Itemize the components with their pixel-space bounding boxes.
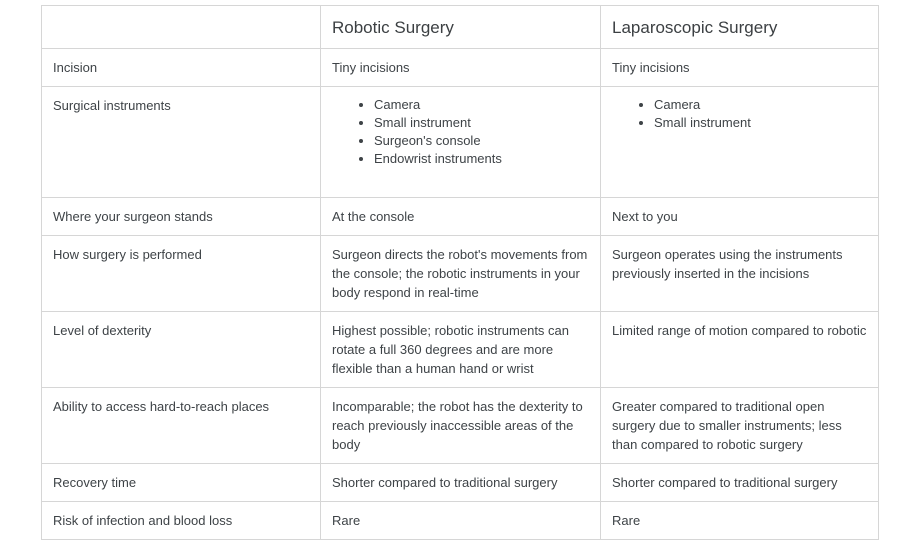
row-label: Surgical instruments	[42, 87, 321, 198]
cell-robotic: Surgeon directs the robot's movements from the console; the robotic instruments in your body respond in real-time	[321, 236, 601, 312]
cell-laparoscopic: Next to you	[601, 198, 879, 236]
cell-robotic: Tiny incisions	[321, 49, 601, 87]
cell-robotic: Rare	[321, 502, 601, 540]
cell-laparoscopic: Rare	[601, 502, 879, 540]
table-row-how-performed	[42, 236, 879, 312]
cell-laparoscopic: Limited range of motion compared to robotic	[601, 312, 879, 388]
row-label: Where your surgeon stands	[42, 198, 321, 236]
row-label: Recovery time	[42, 464, 321, 502]
header-cell-robotic: Robotic Surgery	[321, 6, 601, 49]
cell-robotic: Incomparable; the robot has the dexterity to reach previously inaccessible areas of the body	[321, 388, 601, 464]
list-item: • Small instrument	[654, 114, 867, 132]
list-item: • Surgeon's console	[374, 132, 589, 150]
robotic-instruments-list	[332, 96, 589, 168]
cell-laparoscopic: Surgeon operates using the instruments previously inserted in the incisions	[601, 236, 879, 312]
comparison-table	[41, 5, 879, 540]
cell-laparoscopic: Tiny incisions	[601, 49, 879, 87]
cell-laparoscopic	[601, 87, 879, 198]
cell-robotic: Highest possible; robotic instruments can rotate a full 360 degrees and are more flexible than a human hand or wrist	[321, 312, 601, 388]
table-row-incision	[42, 49, 879, 87]
table-row-surgical-instruments	[42, 87, 879, 198]
row-label: Incision	[42, 49, 321, 87]
table-header-row	[42, 6, 879, 49]
row-label: Risk of infection and blood loss	[42, 502, 321, 540]
header-cell-laparoscopic: Laparoscopic Surgery	[601, 6, 879, 49]
table-row-dexterity	[42, 312, 879, 388]
laparoscopic-instruments-list	[612, 96, 867, 132]
list-item: • Camera	[374, 96, 589, 114]
row-label: Level of dexterity	[42, 312, 321, 388]
row-label: How surgery is performed	[42, 236, 321, 312]
cell-robotic: At the console	[321, 198, 601, 236]
list-item: • Camera	[654, 96, 867, 114]
header-cell-feature	[42, 6, 321, 49]
list-item: • Endowrist instruments	[374, 150, 589, 168]
table-row-access	[42, 388, 879, 464]
cell-laparoscopic: Shorter compared to traditional surgery	[601, 464, 879, 502]
table-row-recovery	[42, 464, 879, 502]
table-row-risk	[42, 502, 879, 540]
cell-robotic	[321, 87, 601, 198]
list-item: • Small instrument	[374, 114, 589, 132]
cell-robotic: Shorter compared to traditional surgery	[321, 464, 601, 502]
row-label: Ability to access hard-to-reach places	[42, 388, 321, 464]
table-row-surgeon-stands	[42, 198, 879, 236]
cell-laparoscopic: Greater compared to traditional open surgery due to smaller instruments; less than compared to robotic surgery	[601, 388, 879, 464]
